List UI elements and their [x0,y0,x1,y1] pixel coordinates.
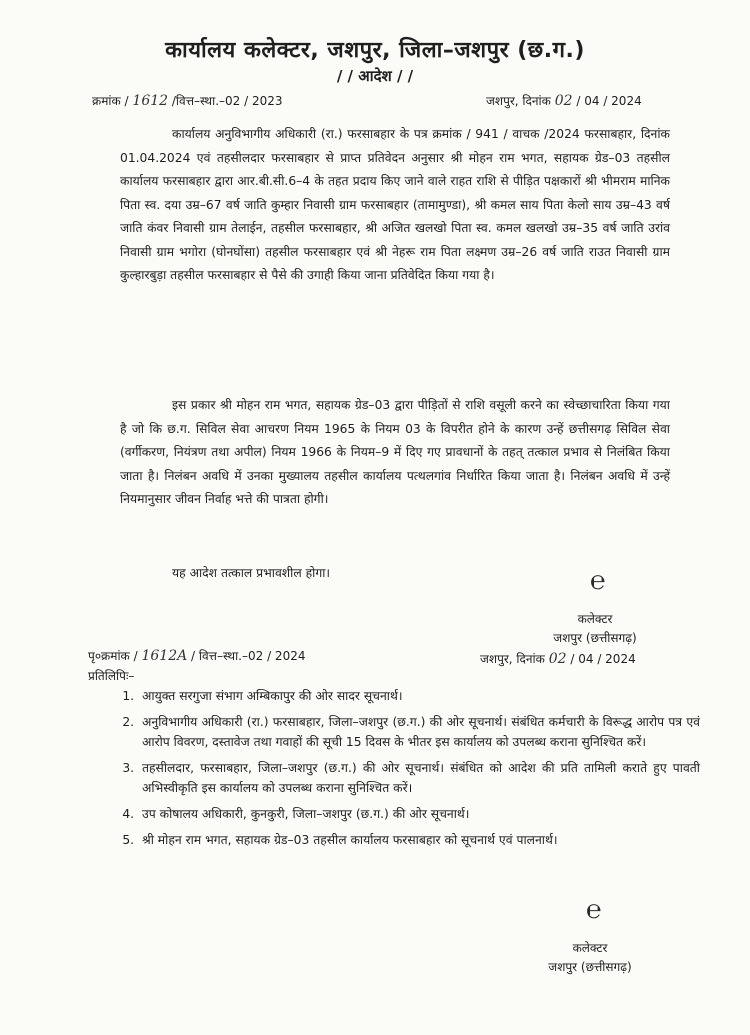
signature-1-place: जशपुर (छत्तीसगढ़) [553,631,637,645]
endorsement-date [480,650,636,667]
signature-2-place: जशपुर (छत्तीसगढ़) [548,960,632,974]
body-paragraph-2: इस प्रकार श्री मोहन राम भगत, सहायक ग्रेड–03 द्वारा पीड़ितों से राशि वसूली करने का स्वेच्छाचारिता किया गया है जो कि छ.ग. सिविल सेवा आचरण नियम 1965 के नियम 03 के विपरीत होने के कारण उन्हें छत्तीसगढ़ सिविल सेवा (वर्गीकरण, नियंत्रण तथा अपील) नियम 1966 के नियम–9 में दिए गए प्रावधानों के तहत् तत्काल प्रभाव से निलंबित किया जाता है। निलंबन अवधि में उनका मुख्यालय तहसील कार्यालय पत्थलगांव निर्धारित किया जाता है। निलंबन अवधि में उन्हें नियमानुसार जीवन निर्वाह भत्ते की पात्रता होगी। [120,398,670,506]
copy-item-2: 2. अनुविभागीय अधिकारी (रा.) फरसाबहार, जिला–जशपुर (छ.ग.) की ओर सूचनार्थ। संबंधित कर्मचारी के विरूद्ध आरोप पत्र एवं आरोप विवरण, दस्तावेज तथा गवाहों की सूची 15 दिवस के भीतर इस कार्यालय को उपलब्ध कराना सुनिश्चित करें। [138,712,700,752]
order-number [92,92,283,109]
signature-block-1 [520,610,670,648]
signature-block-2 [510,939,670,977]
order-date [486,92,642,109]
copy-item-5: 5. श्री मोहन राम भगत, सहायक ग्रेड–03 तहसील कार्यालय फरसाबहार को सूचनार्थ एवं पालनार्थ। [138,830,700,850]
order-date-suffix: / 04 / 2024 [576,94,642,108]
signature-mark-1: ℮ [590,566,606,596]
copy-item-3: 3. तहसीलदार, फरसाबहार, जिला–जशपुर (छ.ग.) की ओर सूचनार्थ। संबंधित को आदेश की प्रति तामिली कराते हुए पावती अभिस्वीकृति इस कार्यालय को उपलब्ध कराना सुनिश्चित करें। [138,758,700,798]
copies-label: प्रतिलिपिः– [88,669,135,683]
endorsement-number-handwritten: 1612A [141,648,188,664]
copy-item-1: 1. आयुक्त सरगुजा संभाग अम्बिकापुर की ओर सादर सूचनार्थ। [138,686,700,706]
order-date-prefix: जशपुर, दिनांक [486,94,551,108]
copies-list [98,686,700,856]
order-heading: / / आदेश / / [336,67,414,85]
endorsement-number-prefix: पृ०क्रमांक / [88,649,138,663]
order-number-handwritten: 1612 [132,93,169,109]
copy-item-4: 4. उप कोषालय अधिकारी, कुनकुरी, जिला–जशपुर (छ.ग.) की ओर सूचनार्थ। [138,804,700,824]
office-title: कार्यालय कलेक्टर, जशपुर, जिला–जशपुर (छ.ग.) [165,38,585,63]
endorsement-date-handwritten-day: 02 [548,651,567,667]
endorsement-number-suffix: / वित्त–स्था.–02 / 2024 [191,649,306,663]
body-paragraph-1: कार्यालय अनुविभागीय अधिकारी (रा.) फरसाबहार के पत्र क्रमांक / 941 / वाचक /2024 फरसाबहार, दिनांक 01.04.2024 एवं तहसीलदार फरसाबहार से प्राप्त प्रतिवेदन अनुसार श्री मोहन राम भगत, सहायक ग्रेड–03 तहसील कार्यालय फरसाबहार द्वारा आर.बी.सी.6–4 के तहत प्रदाय किए जाने वाले राहत राशि से पीड़ित पक्षकारों श्री भीमराम मानिक पिता स्व. दया उम्र–67 वर्ष जाति कुम्हार निवासी ग्राम फरसाबहार (तामामुण्डा), श्री कमल साय पिता केलो साय उम्र–43 वर्ष जाति कंवर निवासी ग्राम तेलाईन, तहसील फरसाबहार, श्री अजित खलखो पिता स्व. कमल खलखो उम्र–35 वर्ष जाति उरांव निवासी ग्राम भगोरा (घोनघोंसा) तहसील फरसाबहार एवं श्री नेहरू राम पिता लक्ष्मण उम्र–26 वर्ष जाति राउत निवासी ग्राम कुल्हारबुड़ा तहसील फरसाबहार से पैसे की उगाही किया जाना प्रतिवेदित किया गया है। [120,127,670,282]
endorsement-number [88,647,305,664]
endorsement-date-suffix: / 04 / 2024 [570,652,636,666]
order-number-prefix: क्रमांक / [92,94,129,108]
order-number-suffix: /वित्त–स्था.–02 / 2023 [171,94,283,108]
signature-1-designation: कलेक्टर [577,612,613,626]
endorsement-date-prefix: जशपुर, दिनांक [480,652,545,666]
signature-2-designation: कलेक्टर [572,941,608,955]
body-paragraph-3: यह आदेश तत्काल प्रभावशील होगा। [172,566,331,580]
signature-mark-2: ℮ [586,895,602,925]
order-date-handwritten-day: 02 [554,93,573,109]
